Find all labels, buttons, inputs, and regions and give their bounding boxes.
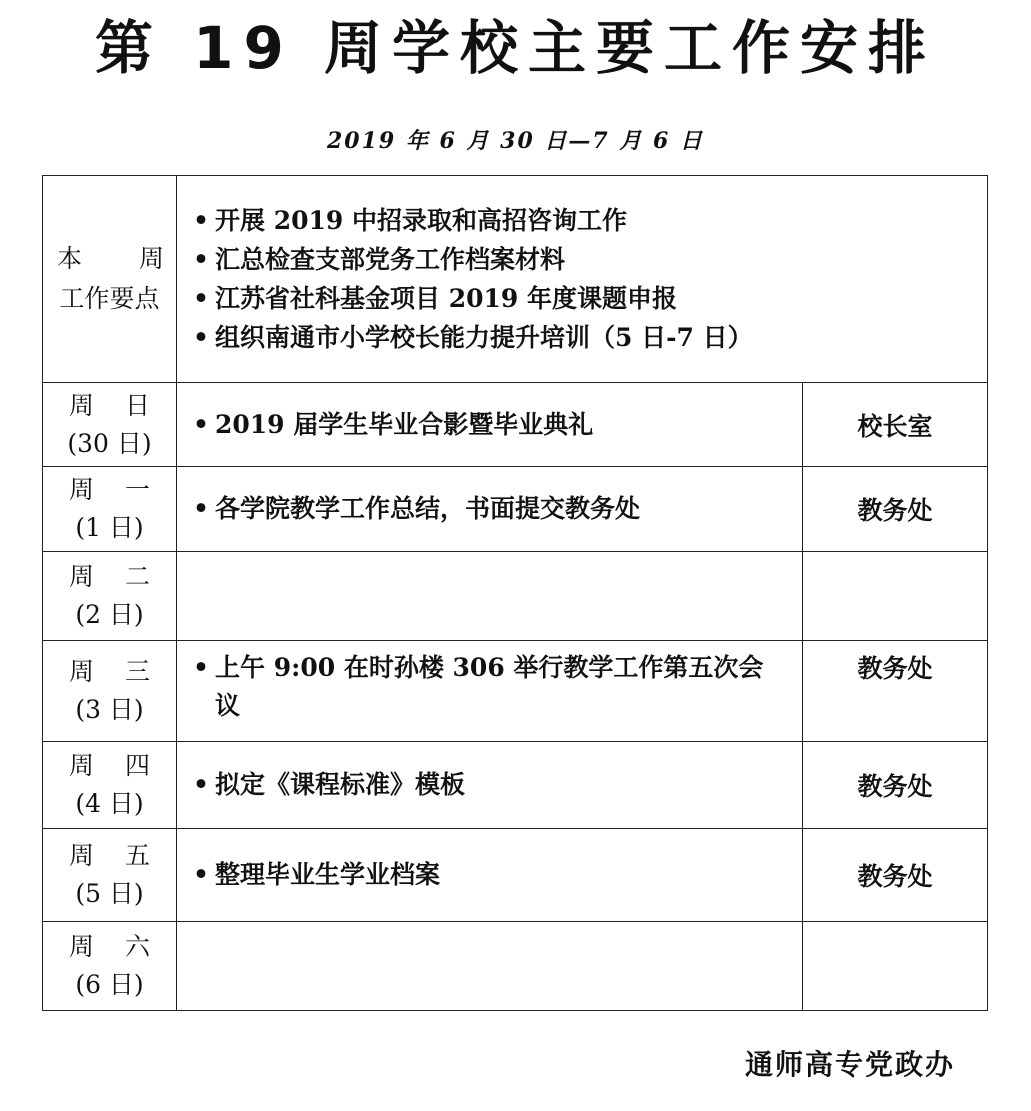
day-label: 周 六 (6 日) (43, 922, 177, 1011)
focus-item: • 开展 2019 中招录取和高招咨询工作 (193, 201, 987, 240)
day-department: 校长室 (802, 383, 987, 467)
focus-item: • 江苏省社科基金项目 2019 年度课题申报 (193, 279, 987, 318)
bullet-icon: • (193, 860, 209, 889)
day-date: (30 日) (67, 428, 152, 458)
weekly-focus-list (177, 201, 987, 357)
schedule-table (42, 175, 988, 1011)
day-date: (6 日) (75, 970, 144, 999)
day-department: 教务处 (802, 641, 987, 742)
day-content (177, 552, 803, 641)
day-content (177, 922, 803, 1011)
day-date: (1 日) (75, 513, 144, 542)
day-date: (3 日) (75, 695, 144, 724)
day-row-saturday (43, 922, 988, 1011)
day-content (177, 641, 803, 742)
day-date: (4 日) (75, 789, 144, 818)
day-content (177, 742, 803, 829)
focus-label-line2: 工作要点 (59, 284, 160, 313)
day-label: 周 二 (2 日) (43, 552, 177, 641)
date-range: 2019 年 6 月 30 日—7 月 6 日 (326, 128, 705, 154)
day-department: 教务处 (802, 829, 987, 922)
task-item: • 拟定《课程标准》模板 (193, 766, 788, 804)
bullet-icon: • (193, 284, 209, 313)
bullet-icon: • (193, 323, 209, 352)
task-item: • 2019 届学生毕业合影暨毕业典礼 (193, 406, 788, 444)
day-date: (2 日) (75, 600, 144, 629)
day-row-tuesday (43, 552, 988, 641)
day-content (177, 467, 803, 552)
bullet-icon: • (193, 770, 209, 799)
focus-label-char-1: 本 (57, 244, 83, 273)
day-content (177, 829, 803, 922)
day-row-sunday (43, 383, 988, 467)
day-label: 周 一 (1 日) (43, 467, 177, 552)
day-date: (5 日) (75, 879, 144, 908)
focus-item: • 组织南通市小学校长能力提升培训（5 日-7 日） (193, 318, 987, 357)
day-department: 教务处 (802, 467, 987, 552)
day-label: 周 四 (4 日) (43, 742, 177, 829)
day-department: 教务处 (802, 742, 987, 829)
day-row-wednesday (43, 641, 988, 742)
page-title: 第 19 周学校主要工作安排 (94, 14, 937, 82)
focus-label-char-2: 周 (138, 244, 164, 273)
task-item: • 整理毕业生学业档案 (193, 856, 788, 894)
bullet-icon: • (193, 653, 209, 682)
day-department (802, 552, 987, 641)
day-label: 周 日 (30 日) (43, 383, 177, 467)
weekly-focus-row (43, 176, 988, 383)
bullet-icon: • (193, 245, 209, 274)
bullet-icon: • (193, 494, 209, 523)
bullet-icon: • (193, 409, 209, 439)
focus-item: • 汇总检查支部党务工作档案材料 (193, 240, 987, 279)
weekly-focus-label (43, 176, 177, 383)
bullet-icon: • (193, 206, 209, 235)
day-content (177, 383, 803, 467)
issuer-signature: 通师高专党政办 (744, 1048, 955, 1081)
day-row-friday (43, 829, 988, 922)
weekly-focus-content (177, 176, 988, 383)
day-row-monday (43, 467, 988, 552)
task-item: • 各学院教学工作总结，书面提交教务处 (193, 490, 788, 528)
task-item: • 上午 9:00 在时孙楼 306 举行教学工作第五次会议 (193, 649, 788, 725)
day-row-thursday (43, 742, 988, 829)
day-label: 周 三 (3 日) (43, 641, 177, 742)
day-label: 周 五 (5 日) (43, 829, 177, 922)
day-department (802, 922, 987, 1011)
